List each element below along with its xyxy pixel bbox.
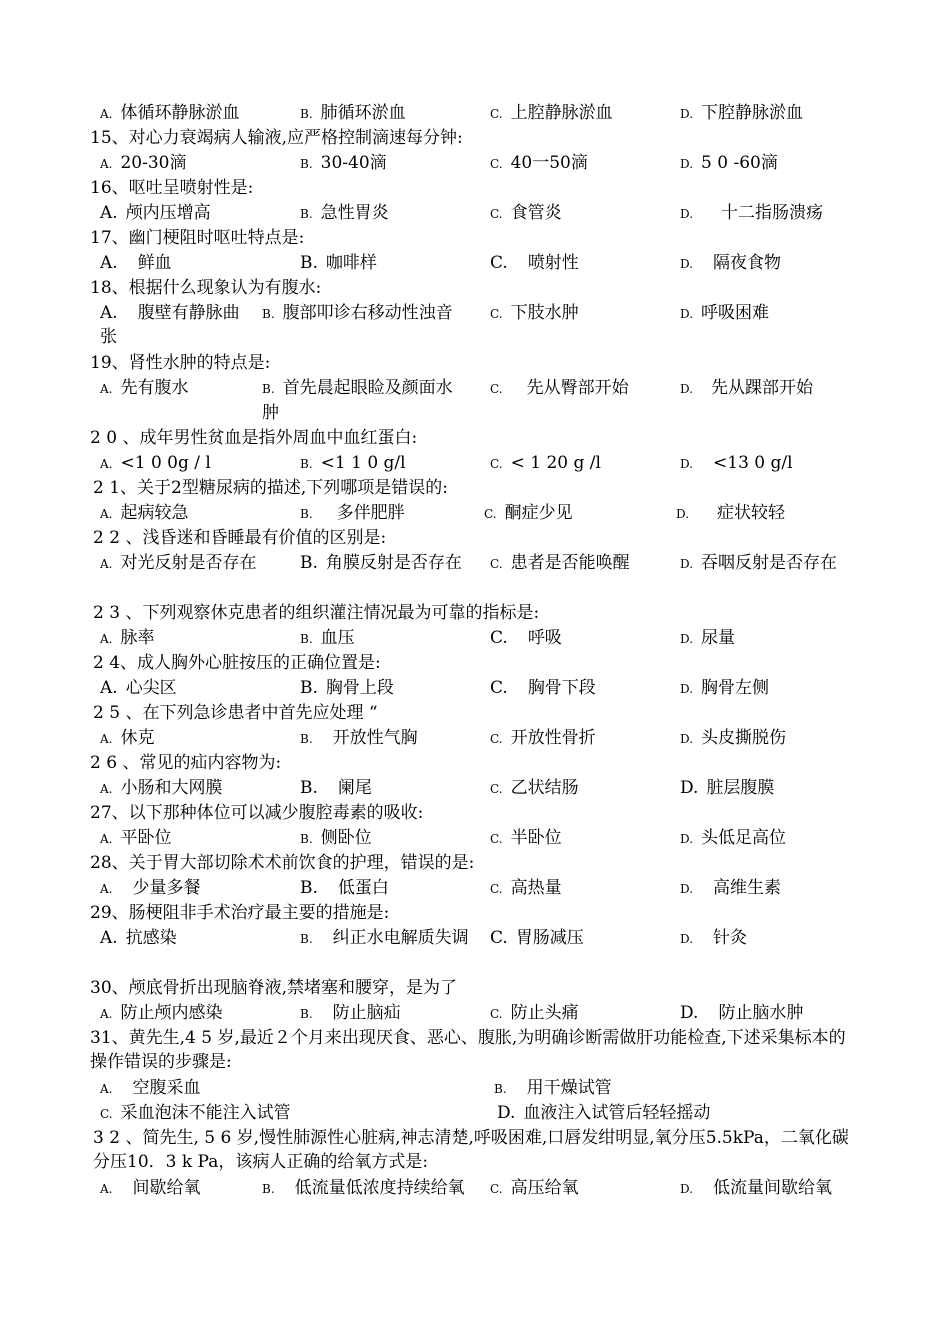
option-d: D. 头低足高位: [680, 828, 787, 848]
option-b: B. 阑尾: [300, 778, 372, 798]
question-15: 15、对心力衰竭病人输液,应严格控制滴速每分钟:: [90, 128, 463, 148]
option-c: C. 下肢水肿: [490, 303, 579, 323]
question-21: 2 1、关于2型糖尿病的描述,下列哪项是错误的:: [93, 478, 448, 498]
option-d: D. 十二指肠溃疡: [680, 203, 824, 223]
question-29: 29、肠梗阻非手术治疗最主要的措施是:: [90, 903, 390, 923]
option-c: C. 40一50滴: [490, 153, 588, 173]
option-d: D. 头皮撕脱伤: [680, 728, 787, 748]
option-b: B. 30-40滴: [300, 153, 387, 173]
question-32: 3 2 、简先生, 5 6 岁,慢性肺源性心脏病,神志清楚,呼吸困难,口唇发绀明显,氧分压5.5kPa，二氧化碳分压10．3 k Pa，该病人正确的给氧方式是:: [93, 1128, 849, 1172]
question-31: 31、黄先生,4 5 岁,最近２个月来出现厌食、恶心、腹胀,为明确诊断需做肝功能检查,下述采集标本的操作错误的步骤是:: [90, 1028, 846, 1072]
option-d: D. 血液注入试管后轻轻摇动: [497, 1103, 711, 1123]
option-c: C. 开放性骨折: [490, 728, 596, 748]
option-b: B. 胸骨上段: [300, 678, 394, 698]
option-b: B. 防止脑疝: [300, 1003, 401, 1023]
option-c: C. 采血泡沫不能注入试管: [100, 1103, 291, 1123]
option-b: B. 多伴肥胖: [300, 503, 405, 523]
option-a: A. 颅内压增高: [100, 203, 211, 223]
option-b: B. 咖啡样: [300, 253, 377, 273]
option-b: B. <1 1 0 g/l: [300, 453, 406, 473]
question-26: 2 6 、常见的疝内容物为:: [90, 753, 282, 773]
option-b: B. 低流量低浓度持续给氧: [262, 1178, 465, 1198]
option-a: A. 间歇给氧: [100, 1178, 201, 1198]
option-c: C. 高压给氧: [490, 1178, 579, 1198]
option-b: B. 首先晨起眼睑及颜面水肿: [262, 378, 453, 423]
option-d: D. 先从踝部开始: [680, 378, 814, 398]
option-b: B. 腹部叩诊右移动性浊音: [262, 303, 453, 323]
option-c: C. < 1 20 g /l: [490, 453, 601, 473]
option-c: C. 胃肠减压: [490, 928, 584, 948]
option-c: C. 酮症少见: [484, 503, 573, 523]
option-c: C. 喷射性: [490, 253, 579, 273]
option-c: C. 高热量: [490, 878, 562, 898]
question-30: 30、颅底骨折出现脑脊液,禁堵塞和腰穿，是为了: [90, 978, 458, 998]
question-16: 16、呕吐呈喷射性是:: [90, 178, 254, 198]
option-a: A. 腹壁有静脉曲张: [100, 303, 240, 347]
option-a: A. 先有腹水: [100, 378, 189, 398]
option-a: A. 对光反射是否存在: [100, 553, 257, 573]
question-17: 17、幽门梗阻时呕吐特点是:: [90, 228, 305, 248]
option-d: D. 针灸: [680, 928, 748, 948]
option-a: A. 平卧位: [100, 828, 172, 848]
option-d: D. 吞咽反射是否存在: [680, 553, 838, 573]
option-a: A. <1 0 0g / l: [100, 453, 211, 473]
option-c: C. 防止头痛: [490, 1003, 579, 1023]
option-c: C. 乙状结肠: [490, 778, 579, 798]
option-a: A. 起病较急: [100, 503, 189, 523]
option-c: C. 胸骨下段: [490, 678, 596, 698]
option-b: B. 侧卧位: [300, 828, 372, 848]
question-27: 27、以下那种体位可以减少腹腔毒素的吸收:: [90, 803, 424, 823]
option-a: A. 20-30滴: [100, 153, 187, 173]
option-b: B. 用干燥试管: [494, 1078, 612, 1098]
option-a: A. 空腹采血: [100, 1078, 201, 1098]
option-d: D. 隔夜食物: [680, 253, 782, 273]
option-b: B. 开放性气胸: [300, 728, 418, 748]
option-b: B. 角膜反射是否存在: [300, 553, 462, 573]
option-a: A. 脉率: [100, 628, 155, 648]
option-a: A. 小肠和大网膜: [100, 778, 223, 798]
option-d: D. 胸骨左侧: [680, 678, 770, 698]
option-d: D. 高维生素: [680, 878, 782, 898]
option-c: C. 先从臀部开始: [490, 378, 629, 398]
option-c: C. 呼吸: [490, 628, 562, 648]
question-28: 28、关于胃大部切除术术前饮食的护理，错误的是:: [90, 853, 475, 873]
option-a: A. 鲜血: [100, 253, 172, 273]
option-c: C. 食管炎: [490, 203, 562, 223]
option-c: C. 半卧位: [490, 828, 562, 848]
question-18: 18、根据什么现象认为有腹水:: [90, 278, 322, 298]
question-24: 2 4、成人胸外心脏按压的正确位置是:: [93, 653, 381, 673]
option-d: D. <13 0 g/l: [680, 453, 793, 473]
option-d: D. 呼吸困难: [680, 303, 770, 323]
option-b: B. 急性胃炎: [300, 203, 389, 223]
option-b: B. 低蛋白: [300, 878, 389, 898]
option-d: D. 5 0 -60滴: [680, 153, 778, 173]
option-d: D. 下腔静脉淤血: [680, 103, 804, 123]
question-22: 2 2 、浅昏迷和昏睡最有价值的区别是:: [93, 528, 387, 548]
option-d: D. 症状较轻: [676, 503, 786, 523]
question-19: 19、肾性水肿的特点是:: [90, 353, 271, 373]
option-c: C. 上腔静脉淤血: [490, 103, 613, 123]
option-a: A. 休克: [100, 728, 155, 748]
option-a: A. 体循环静脉淤血: [100, 103, 240, 123]
option-a: A. 抗感染: [100, 928, 177, 948]
option-a: A. 心尖区: [100, 678, 177, 698]
option-b: B. 血压: [300, 628, 355, 648]
option-d: D. 低流量间歇给氧: [680, 1178, 833, 1198]
question-23: 2 3 、下列观察休克患者的组织灌注情况最为可靠的指标是:: [93, 603, 540, 623]
option-a: A. 防止颅内感染: [100, 1003, 223, 1023]
option-c: C. 患者是否能唤醒: [490, 553, 630, 573]
option-d: D. 脏层腹膜: [680, 778, 775, 798]
option-b: B. 肺循环淤血: [300, 103, 406, 123]
option-a: A. 少量多餐: [100, 878, 201, 898]
option-b: B. 纠正水电解质失调: [300, 928, 469, 948]
option-d: D. 尿量: [680, 628, 736, 648]
question-20: 2 0 、成年男性贫血是指外周血中血红蛋白:: [90, 428, 418, 448]
question-25: 2 5 、在下列急诊患者中首先应处理 “: [93, 703, 378, 723]
option-d: D. 防止脑水肿: [680, 1003, 804, 1023]
